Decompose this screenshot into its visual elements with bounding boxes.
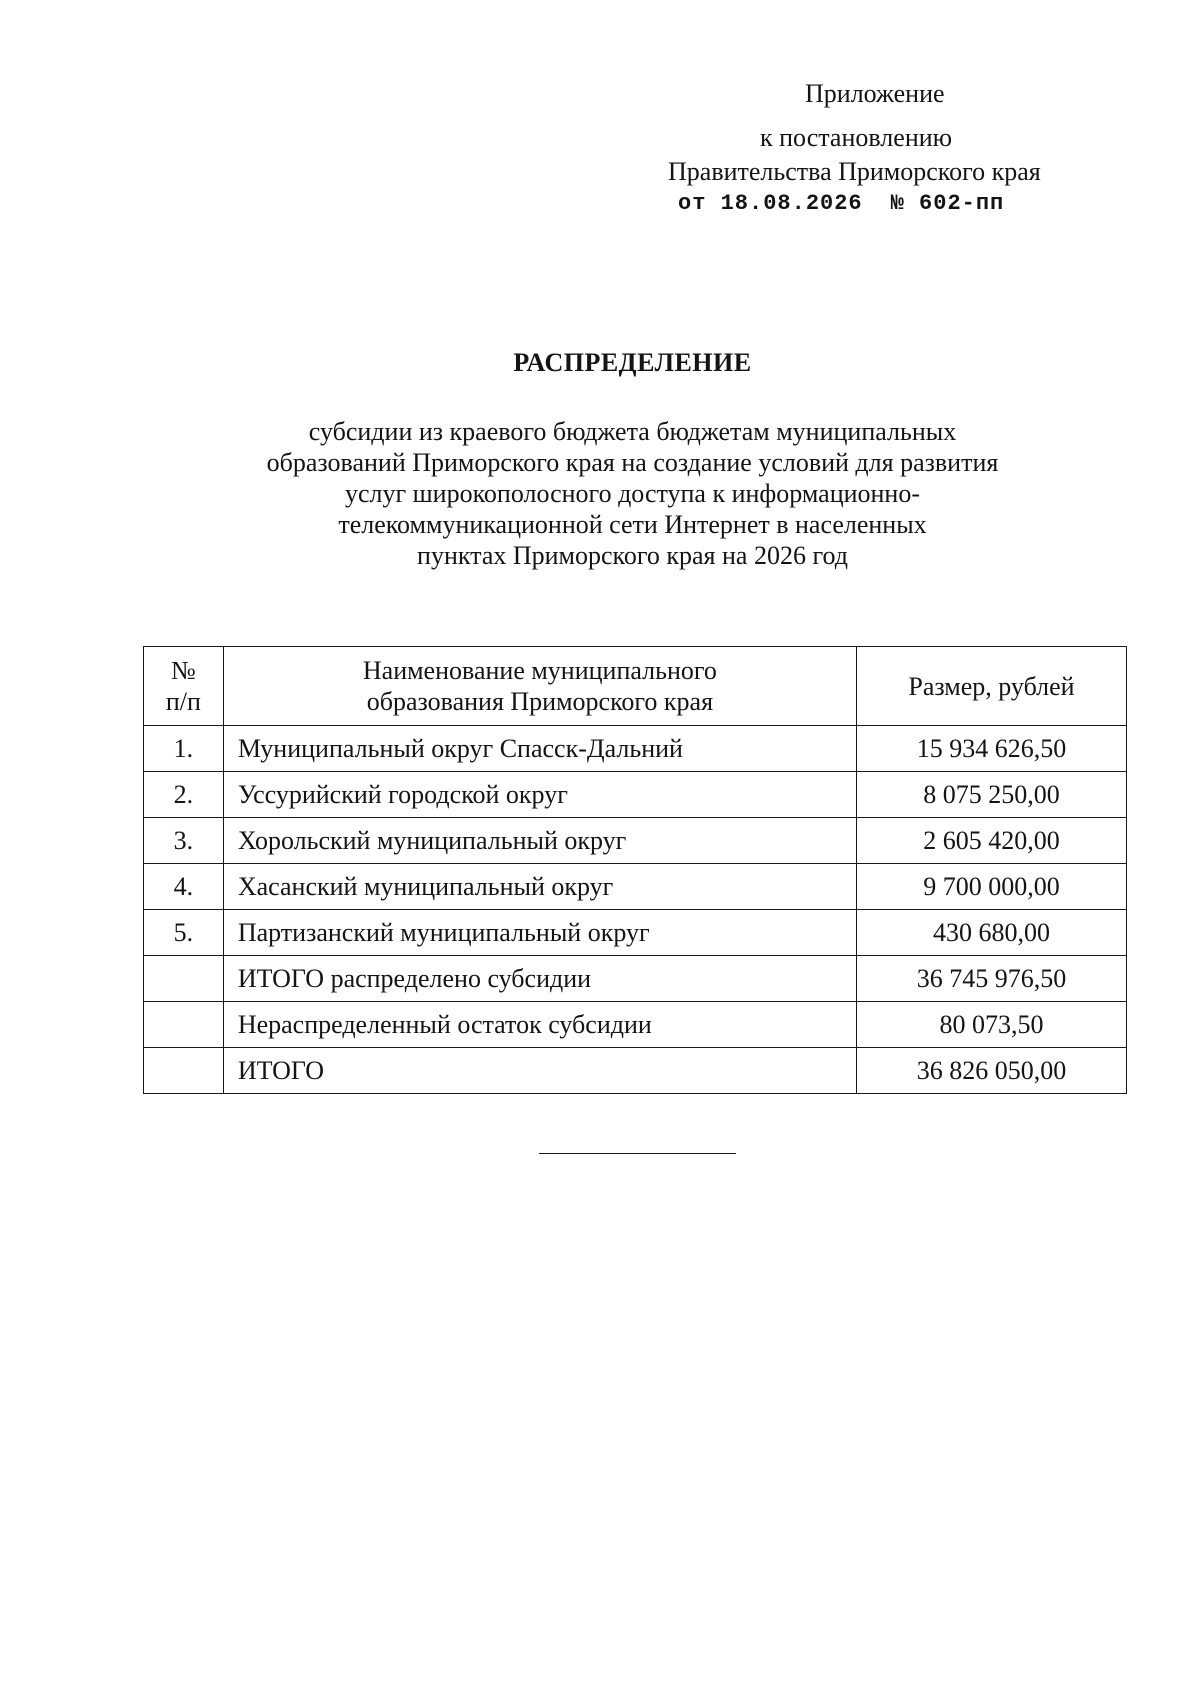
header-name-line: Наименование муниципального (362, 656, 717, 685)
header-name (223, 647, 856, 726)
resolution-date: 18.08.2026 (720, 191, 863, 216)
table-row (144, 910, 1127, 956)
row-name: Муниципальный округ Спасск-Дальний (223, 726, 856, 772)
table-row (144, 726, 1127, 772)
resolution-number: 602-пп (919, 191, 1005, 216)
subtitle-line: образований Приморского края на создание условий для развития (266, 448, 999, 477)
row-amount: 430 680,00 (857, 910, 1127, 956)
row-name: Партизанский муниципальный округ (223, 910, 856, 956)
row-number: 4. (144, 864, 224, 910)
row-name: Хорольский муниципальный округ (223, 818, 856, 864)
row-amount: 36 745 976,50 (857, 956, 1127, 1002)
row-name: Хасанский муниципальный округ (223, 864, 856, 910)
subtitle-line: субсидии из краевого бюджета бюджетам муниципальных (308, 417, 957, 446)
row-amount: 9 700 000,00 (857, 864, 1127, 910)
subtitle-line: услуг широкополосного доступа к информационно- (344, 479, 921, 508)
date-prefix: от (678, 191, 707, 216)
resolution-reference: к постановлению (760, 123, 953, 152)
table-row-unallocated (144, 1002, 1127, 1048)
header-number-line: п/п (165, 687, 201, 716)
row-number (144, 956, 224, 1002)
document-title: РАСПРЕДЕЛЕНИЕ (513, 348, 752, 377)
row-amount: 36 826 050,00 (857, 1048, 1127, 1094)
government-name: Правительства Приморского края (668, 157, 1041, 186)
row-number (144, 1048, 224, 1094)
row-name: ИТОГО распределено субсидии (223, 956, 856, 1002)
subtitle-line: пунктах Приморского края на 2026 год (417, 541, 848, 570)
table-row-grand-total (144, 1048, 1127, 1094)
row-amount: 15 934 626,50 (857, 726, 1127, 772)
number-sign: № (890, 191, 905, 216)
row-number: 1. (144, 726, 224, 772)
header-number-line: № (171, 656, 196, 685)
table-row (144, 864, 1127, 910)
table-header-row (144, 647, 1127, 726)
table-row-total-distributed (144, 956, 1127, 1002)
distribution-table (143, 646, 1127, 1094)
header-number (144, 647, 224, 726)
appendix-label: Приложение (805, 79, 945, 108)
table-row (144, 818, 1127, 864)
row-amount: 2 605 420,00 (857, 818, 1127, 864)
row-amount: 80 073,50 (857, 1002, 1127, 1048)
row-name: Нераспределенный остаток субсидии (223, 1002, 856, 1048)
row-name: Уссурийский городской округ (223, 772, 856, 818)
document-subtitle (150, 416, 1115, 571)
row-number (144, 1002, 224, 1048)
table-row (144, 772, 1127, 818)
row-number: 3. (144, 818, 224, 864)
header-name-line: образования Приморского края (366, 687, 714, 716)
row-name: ИТОГО (223, 1048, 856, 1094)
row-amount: 8 075 250,00 (857, 772, 1127, 818)
row-number: 2. (144, 772, 224, 818)
resolution-date-number (678, 188, 1004, 220)
subtitle-line: телекоммуникационной сети Интернет в населенных (338, 510, 927, 539)
header-amount: Размер, рублей (857, 647, 1127, 726)
row-number: 5. (144, 910, 224, 956)
closing-divider (539, 1153, 736, 1154)
